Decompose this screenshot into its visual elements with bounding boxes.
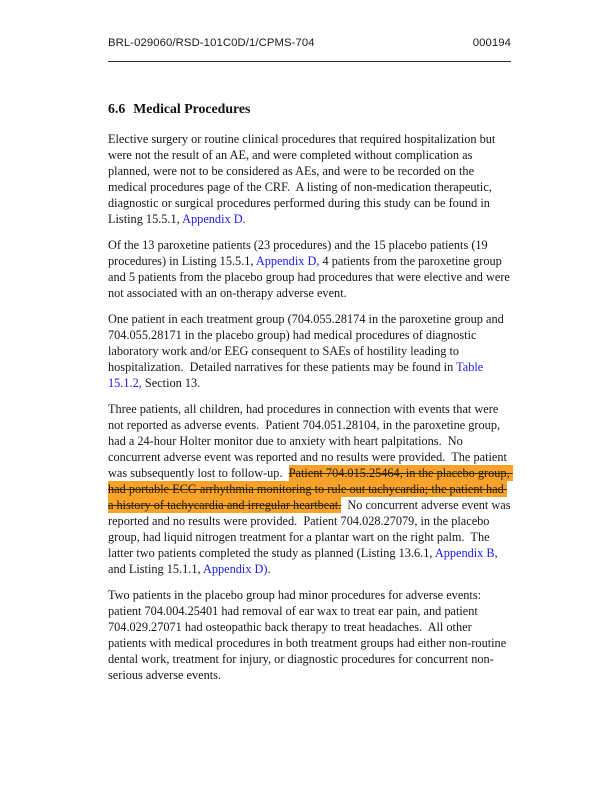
paragraph-patient-counts — [108, 237, 511, 301]
page-number: 000194 — [472, 37, 511, 49]
document-id: BRL-029060/RSD-101C0D/1/CPMS-704 — [108, 37, 315, 49]
body-text: One patient in each treatment group (704.055.28174 in the paroxetine group and 704.055.28171 in the placebo group) had medical procedures of diagnostic laboratory work and/or EEG consequent to SAEs of hostility leading to hospitalization. Detailed narratives for these patients may be found in — [108, 312, 507, 374]
body-text: No concurrent adverse event was reported and no results were provided. Patient 704.028.27079, in the placebo group, had liquid nitrogen treatment for a plantar wart on the right palm. The latter two patients completed the study as planned (Listing 13.6.1, — [108, 498, 514, 560]
paragraph-sae-narratives — [108, 311, 511, 391]
body-text: Two patients in the placebo group had minor procedures for adverse events: patient 704.004.25401 had removal of ear wax to treat ear pain, and patient 704.029.27071 had osteopathic back therapy to treat headaches. All other patients with medical procedures in both treatment groups had either non-routine dental work, treatment for injury, or diagnostic procedures for concurrent non-serious adverse events. — [108, 588, 510, 682]
body-text: Of the 13 paroxetine patients (23 procedures) and the 15 placebo patients (19 procedures) in Listing 15.5.1, — [108, 238, 491, 268]
appendix-d-link[interactable]: Appendix D, — [255, 254, 320, 268]
appendix-d-link[interactable]: Appendix D. — [182, 212, 246, 226]
appendix-b-link[interactable]: Appendix B, — [434, 546, 498, 560]
body-text: and Listing 15.1.1, — [108, 546, 501, 576]
section-heading — [108, 100, 511, 117]
page-content — [108, 100, 514, 693]
appendix-d-link[interactable]: Appendix D) — [202, 562, 268, 576]
body-text: 4 patients from the paroxetine group and 5 patients from the placebo group had procedures that were elective and were not associated with an on-therapy adverse event. — [108, 254, 513, 300]
paragraph-minor-procedures — [108, 587, 511, 683]
table-15-1-2-link[interactable]: Table 15.1.2, — [108, 360, 487, 390]
body-text: . — [267, 562, 271, 576]
paragraph-elective-procedures — [108, 131, 511, 227]
paragraph-three-children — [108, 401, 514, 577]
highlighted-strikethrough-text: Patient 704.015.25464, in the placebo group, had portable ECG arrhythmia monitoring to rule out tachycardia; the patient had a history of tachycardia and irregular heartbeat. — [108, 466, 513, 512]
body-text: Three patients, all children, had procedures in connection with events that were not reported as adverse events. Patient 704.051.28104, in the paroxetine group, had a 24-hour Holter monitor due to anxiety with heart palpitations. No concurrent adverse event was reported and no results were provided. The patient was subsequently lost to follow-up. — [108, 402, 511, 480]
body-text: Section 13. — [141, 376, 201, 390]
body-text: Elective surgery or routine clinical procedures that required hospitalization but were not the result of an AE, and were completed without complication as planned, were not to be considered as AEs, and were to be recorded on the medical procedures page of the CRF. A listing of non-medication therapeutic, diagnostic or surgical procedures performed during this study can be found in Listing 15.5.1, — [108, 132, 499, 226]
page-header — [108, 37, 511, 49]
section-number: 6.6 — [108, 101, 126, 116]
header-rule — [108, 61, 511, 62]
section-title: Medical Procedures — [133, 101, 251, 116]
